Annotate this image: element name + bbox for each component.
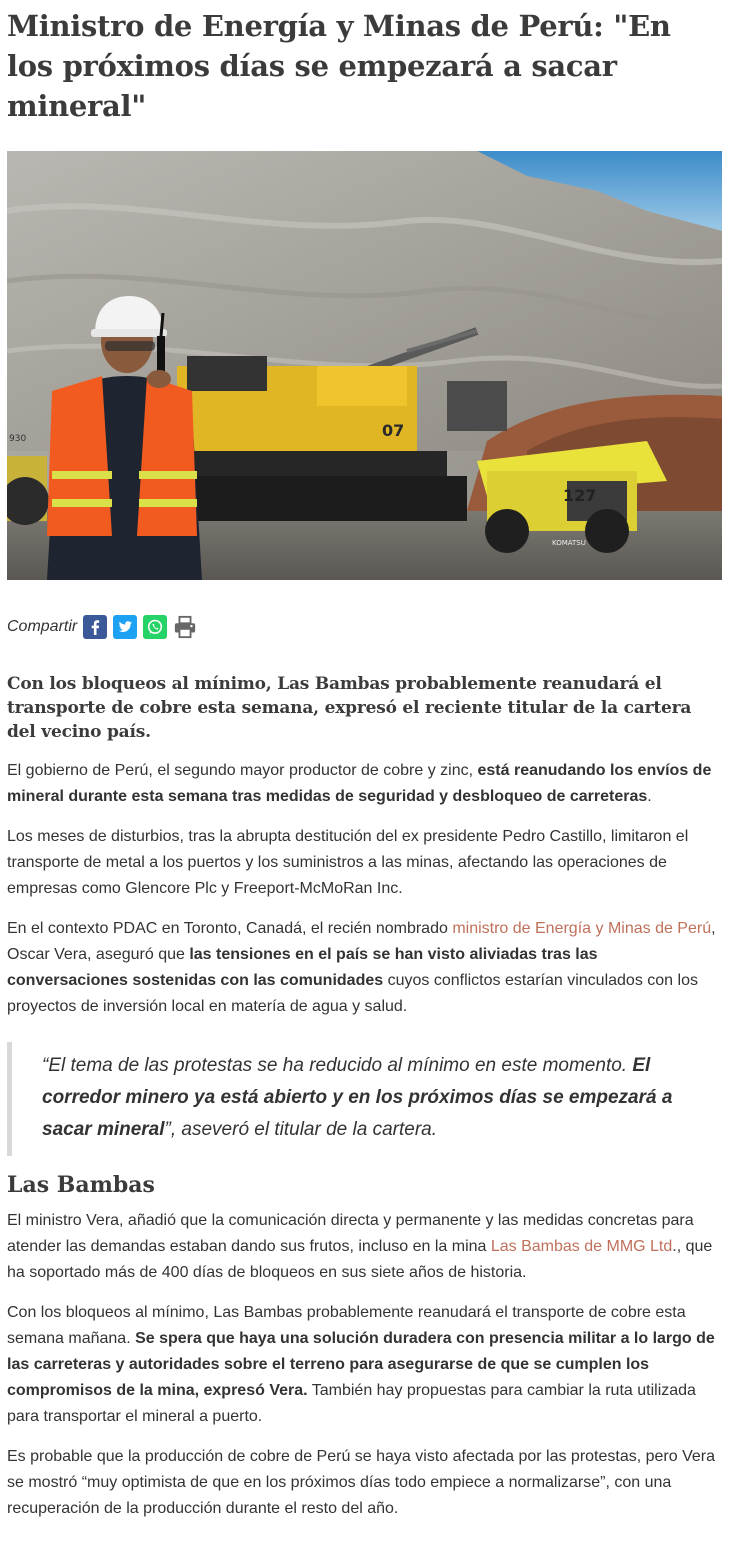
facebook-icon <box>83 615 107 639</box>
paragraph-3-text-b: , Oscar Vera, aseguró que <box>7 920 716 963</box>
whatsapp-icon <box>143 615 167 639</box>
twitter-icon <box>113 615 137 639</box>
minister-link[interactable]: ministro de Energía y Minas de Perú <box>452 920 712 937</box>
print-button[interactable] <box>173 615 197 639</box>
section-heading: Las Bambas <box>7 1172 155 1198</box>
paragraph-5-text-c: También hay propuestas para cambiar la ruta utilizada para transportar el mineral a puerto. <box>7 1382 696 1425</box>
quote-text-c: ”, aseveró el titular de la cartera. <box>164 1119 437 1140</box>
article-headline: Ministro de Energía y Minas de Perú: "En los próximos días se empezará a sacar mineral" <box>7 9 671 123</box>
paragraph-4 <box>7 1208 722 1286</box>
share-label: Compartir <box>7 618 78 635</box>
paragraph-1-text-a: El gobierno de Perú, el segundo mayor productor de cobre y zinc, <box>7 762 478 779</box>
pull-quote <box>7 1042 722 1156</box>
article-page <box>0 6 734 1562</box>
paragraph-6: Es probable que la producción de cobre de Perú se haya visto afectada por las protestas, pero Vera se mostró “muy optimista de que en los próximos días todo empiece a normalizarse”, con una recuperación de la producción durante el resto del año. <box>7 1448 715 1517</box>
left-truck-label: 930 <box>9 434 27 444</box>
truck-number: 127 <box>563 486 597 505</box>
whatsapp-share-button[interactable] <box>143 615 167 639</box>
truck-brand: KOMATSU <box>552 539 586 547</box>
paragraph-5-highlight: Se spera que haya una solución duradera con presencia militar a lo largo de las carreteras y autoridades sobre el terreno para asegurarse de que se cumplen los compromisos de la mina, expresó Vera. <box>7 1330 715 1399</box>
paragraph-3 <box>7 916 722 1020</box>
shovel-number: 07 <box>382 421 405 440</box>
article-lead: Con los bloqueos al mínimo, Las Bambas probablemente reanudará el transporte de cobre esta semana, expresó el reciente titular de la cartera del vecino país. <box>7 674 692 742</box>
paragraph-1-highlight: está reanudando los envíos de mineral durante esta semana tras medidas de seguridad y desbloqueo de carreteras <box>7 762 712 805</box>
share-bar <box>7 612 722 642</box>
las-bambas-link[interactable]: Las Bambas de MMG Ltd <box>490 1238 673 1255</box>
hero-image <box>7 151 722 580</box>
quote-text-a: “El tema de las protestas se ha reducido al mínimo en este momento. <box>42 1055 633 1076</box>
paragraph-4-text-b: ., que ha soportado más de 400 días de bloqueos en sus siete años de historia. <box>7 1238 713 1281</box>
printer-icon <box>173 614 197 640</box>
paragraph-1-text-c: . <box>647 788 652 805</box>
paragraph-3-highlight: las tensiones en el país se han visto aliviadas tras las conversaciones sostenidas con las comunidades <box>7 946 598 989</box>
paragraph-4-text-a: El ministro Vera, añadió que la comunicación directa y permanente y las medidas concretas para atender las demandas estaban dando sus frutos, incluso en la mina <box>7 1212 694 1255</box>
paragraph-3-text-a: En el contexto PDAC en Toronto, Canadá, el recién nombrado <box>7 920 453 937</box>
paragraph-5 <box>7 1300 722 1430</box>
paragraph-2: Los meses de disturbios, tras la abrupta destitución del ex presidente Pedro Castillo, limitaron el transporte de metal a los puertos y los suministros a las minas, afectando las operaciones de empresas como Glencore Plc y Freeport-McMoRan Inc. <box>7 828 689 897</box>
quote-highlight: El corredor minero ya está abierto y en los próximos días se empezará a sacar mineral <box>42 1055 673 1140</box>
paragraph-5-text-a: Con los bloqueos al mínimo, Las Bambas probablemente reanudará el transporte de cobre esta semana mañana. <box>7 1304 686 1347</box>
mine-illustration <box>7 151 722 580</box>
paragraph-3-text-d: cuyos conflictos estarían vinculados con los proyectos de inversión local en matería de agua y salud. <box>7 972 698 1015</box>
paragraph-1 <box>7 758 722 810</box>
twitter-share-button[interactable] <box>113 615 137 639</box>
facebook-share-button[interactable] <box>83 615 107 639</box>
